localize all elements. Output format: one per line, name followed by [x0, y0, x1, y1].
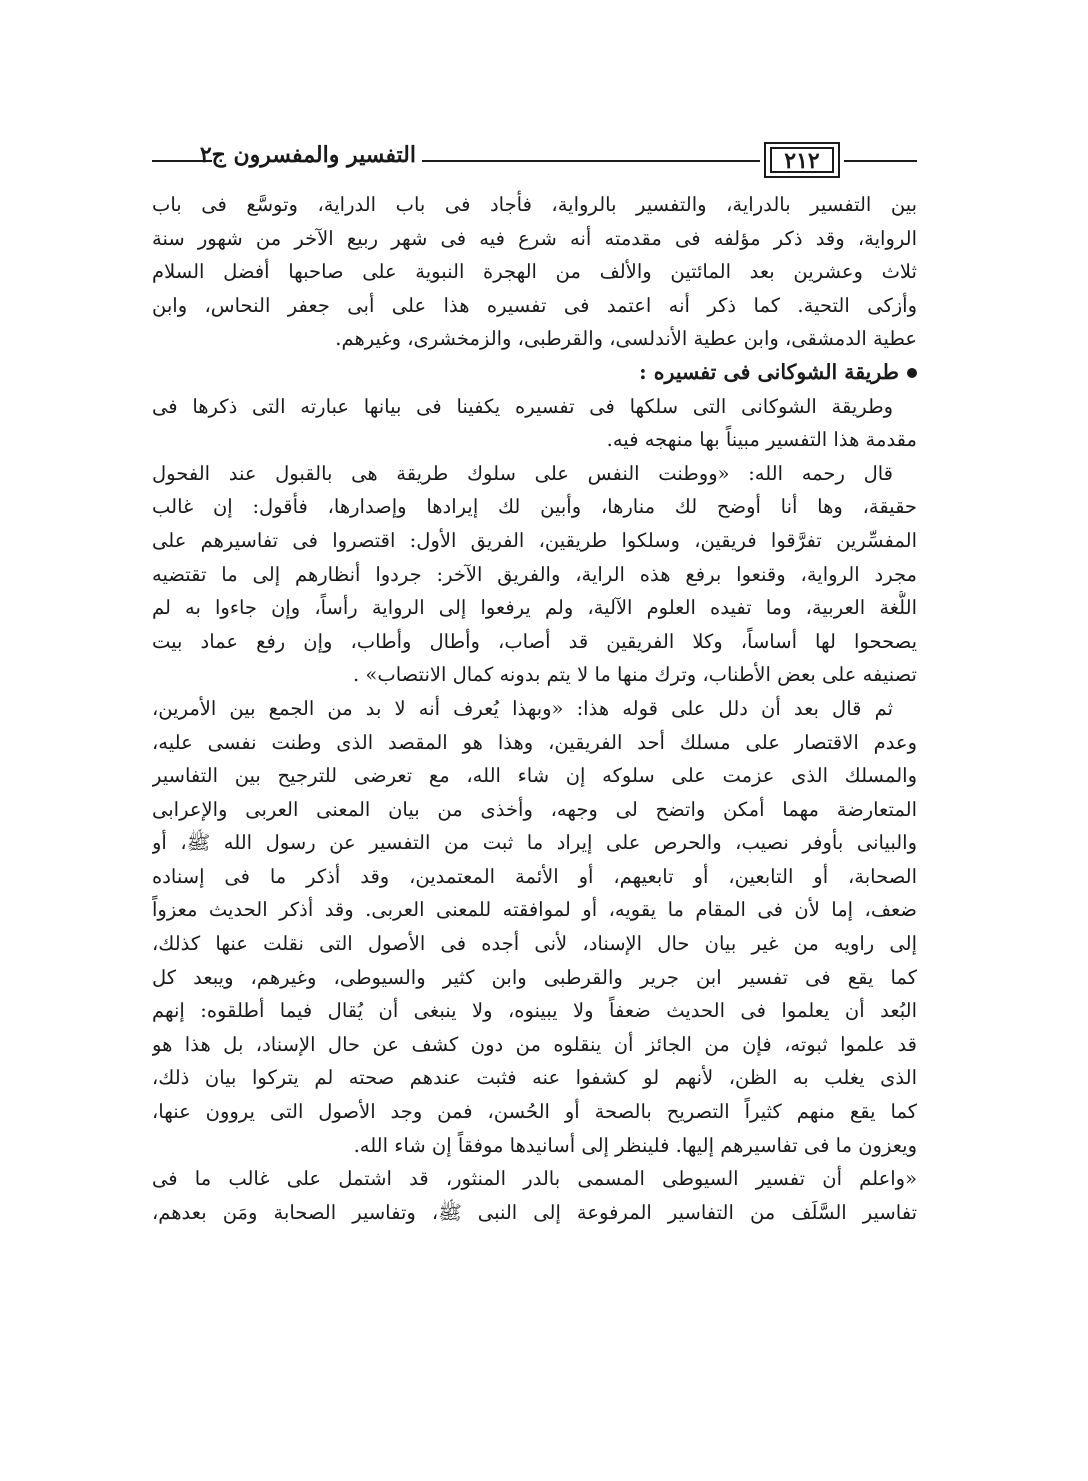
page-header [152, 140, 917, 182]
text-line: ويعزون ما فى تفاسيرهم إليها. فلينظر إلى أسانيدها موفقاً إن شاء الله. [353, 1133, 917, 1157]
header-rule-right [844, 160, 917, 162]
text-line: كما يقع منهم كثيراً التصريح بالصحة أو الحُسن، فمن وجد الأصول التى يروون عنها، [152, 1100, 917, 1124]
text-line: المفسِّرين تفرَّقوا فريقين، وسلكوا طريقين، الفريق الأول: اقتصروا فى تفاسيرهم على [152, 528, 917, 552]
running-title: التفسير والمفسرون ج٢ [199, 142, 416, 168]
text-line: قد علموا ثبوته، فإن من الجائز أن ينقلوه من دون كشف عن حال الإسناد، بل هذا هو [152, 1032, 917, 1056]
text-line: والبيانى بأوفر نصيب، والحرص على إيراد ما ثبت من التفسير عن رسول الله ﷺ، أو [152, 831, 917, 855]
text-line: وطريقة الشوكانى التى سلكها فى تفسيره يكفينا فى بيانها عبارته التى ذكرها فى [152, 394, 893, 418]
page-number: ٢١٢ [770, 147, 834, 173]
text-line: الذى يغلب به الظن، لأنهم لو كشفوا عنه فثبت عندهم صحته لم يتركوا بيان ذلك، [152, 1066, 917, 1090]
text-line: «واعلم أن تفسير السيوطى المسمى بالدر المنثور، قد اشتمل على غالب ما فى [152, 1167, 917, 1191]
header-rule-middle [422, 160, 760, 162]
text-line: ثلاث وعشرين بعد المائتين والألف من الهجرة النبوية على صاحبها أفضل السلام [152, 260, 917, 284]
text-line: والمسلك الذى عزمت على سلوكه إن شاء الله، مع تعرضى للترجيح بين التفاسير [152, 764, 917, 788]
text-line: إلى راويه من غير بيان حال الإسناد، لأنى أجده فى الأصول التى نقلت عنها كذلك، [152, 932, 917, 956]
text-line: كما يقع فى تفسير ابن جرير والقرطبى وابن كثير والسيوطى، وغيرهم، ويبعد كل [152, 965, 917, 989]
text-line: الرواية، وقد ذكر مؤلفه فى مقدمته أنه شرع فيه فى شهر ربيع الآخر من شهور سنة [152, 226, 917, 250]
text-line: بين التفسير بالدراية، والتفسير بالرواية، فأجاد فى باب الدراية، وتوسَّع فى باب [152, 193, 917, 216]
text-line: مجرد الرواية، وقنعوا برفع هذه الراية، والفريق الآخر: جردوا أنظارهم إلى ما تقتضيه [152, 562, 917, 586]
section-heading-text: طريقة الشوكانى فى تفسيره : [639, 359, 899, 384]
text-line: البُعد أن يعلموا فى الحديث ضعفاً ولا يبينوه، ولا ينبغى أن يُقال فيما أطلقوه: إنهم [152, 999, 917, 1023]
text-line: حقيقة، وها أنا أوضح لك منارها، وأبين لك إيرادها وإصدارها، فأقول: إن غالب [152, 495, 917, 519]
section-heading [152, 356, 917, 390]
text-line: اللُّغة العربية، وما تفيده العلوم الآلية، ولم يرفعوا إلى الرواية رأساً، وإن جاءوا به لم [152, 596, 917, 620]
text-line: ثم قال بعد أن دلل على قوله هذا: «وبهذا يُعرف أنه لا بد من الجمع بين الأمرين، [152, 696, 893, 720]
text-line: قال رحمه الله: «ووطنت النفس على سلوك طريقة هى بالقبول عند الفحول [152, 461, 893, 485]
page-number-frame [764, 142, 840, 178]
text-line: تفاسير السَّلَف من التفاسير المرفوعة إلى النبى ﷺ، وتفاسير الصحابة ومَن بعدهم، [152, 1200, 917, 1224]
text-line: وأزكى التحية. كما ذكر أنه اعتمد فى تفسيره هذا على أبى جعفر النحاس، وابن [152, 293, 917, 317]
text-line: الصحابة، أو التابعين، أو تابعيهم، أو الأئمة المعتمدين، وقد أذكر ما فى إسناده [152, 864, 917, 888]
text-line: ضعف، إما لأن فى المقام ما يقويه، أو لموافقته للمعنى العربى. وقد أذكر الحديث معزواً [152, 898, 917, 922]
book-page [152, 0, 917, 1481]
text-line: يصححوا لها أساساً، وكلا الفريقين قد أصاب، وأطال وأطاب، وإن رفع عماد بيت [152, 629, 917, 653]
text-line: تصنيفه على بعض الأطناب، وترك منها ما لا يتم بدونه كمال الانتصاب» . [353, 663, 917, 687]
bullet-icon [907, 368, 917, 378]
body-text [152, 188, 917, 1229]
text-line: المتعارضة مهما أمكن واتضح لى وجهه، وأخذى من بيان المعنى العربى والإعرابى [152, 797, 917, 821]
text-line: عطية الدمشقى، وابن عطية الأندلسى، والقرطبى، والزمخشرى، وغيرهم. [335, 327, 917, 351]
text-line: مقدمة هذا التفسير مبيناً بها منهجه فيه. [606, 428, 917, 452]
text-line: وعدم الاقتصار على مسلك أحد الفريقين، وهذا هو المقصد الذى وطنت نفسى عليه، [152, 730, 917, 754]
